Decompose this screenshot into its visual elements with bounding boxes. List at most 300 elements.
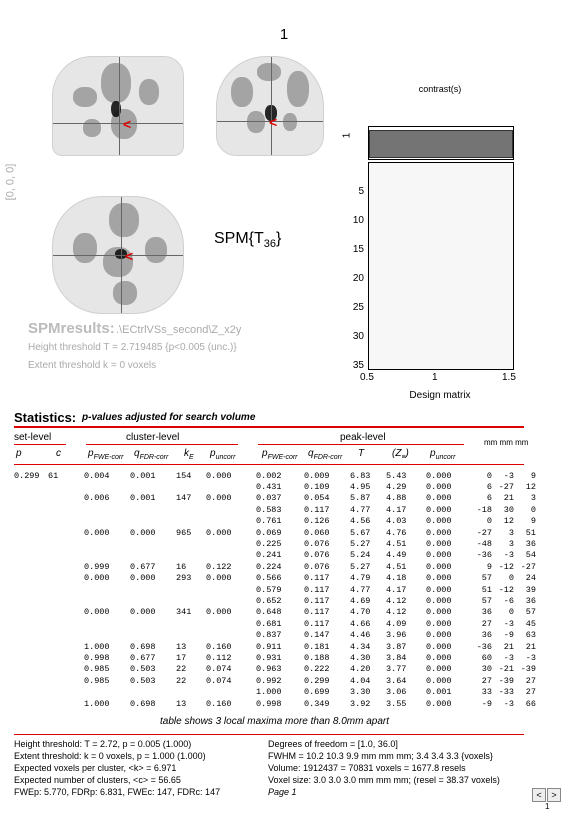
cluster-level-header: cluster-level: [126, 432, 180, 443]
table-cell: 27: [525, 675, 536, 686]
table-cell: [176, 629, 206, 640]
table-cell: [130, 595, 176, 606]
table-cell: 4.95: [350, 482, 371, 493]
table-cell: [206, 504, 256, 515]
table-cell: 293: [176, 573, 192, 584]
footer-right: [268, 738, 500, 798]
table-cell: [176, 584, 206, 595]
table-cell: 5.43: [386, 470, 407, 481]
table-cell: 0.000: [426, 618, 452, 629]
mm-header: mm mm mm: [484, 438, 529, 447]
table-cell: 0.566: [256, 573, 282, 584]
table-cell: 21: [525, 641, 536, 652]
table-cell: [84, 584, 130, 595]
table-cell: 0.000: [206, 527, 232, 538]
statistics-subtitle: p-values adjusted for search volume: [82, 412, 256, 423]
table-cell: -27: [498, 482, 514, 493]
table-cell: -39: [520, 664, 536, 675]
table-row[interactable]: [14, 481, 536, 492]
table-cell: [130, 618, 176, 629]
table-cell: 4.51: [386, 561, 407, 572]
table-cell: 0.652: [256, 595, 282, 606]
table-cell: 0.147: [304, 630, 330, 641]
table-cell: [176, 516, 206, 527]
table-cell: 0.117: [304, 618, 330, 629]
table-cell: 0.931: [256, 652, 282, 663]
table-cell: [48, 629, 84, 640]
table-cell: 4.29: [386, 482, 407, 493]
table-cell: [48, 481, 84, 492]
table-cell: 0.160: [206, 641, 232, 652]
contrast-bar[interactable]: [369, 130, 513, 158]
table-cell: 0.677: [130, 652, 156, 663]
y-tick-label: 15: [352, 244, 364, 255]
col-header: $(Z_\equiv)$: [392, 448, 409, 461]
table-cell: 60: [481, 652, 492, 663]
table-cell: 0.000: [426, 550, 452, 561]
table-cell: 5.27: [350, 561, 371, 572]
table-cell: 17: [176, 652, 187, 663]
table-cell: 0.299: [14, 470, 40, 481]
mip-coordinates: [0, 0, 0]: [4, 163, 17, 201]
table-cell: 0.677: [130, 561, 156, 572]
table-cell: -12: [498, 584, 514, 595]
contrast-title: contrast(s): [418, 84, 462, 94]
table-row[interactable]: [14, 470, 536, 481]
table-cell: 0.583: [256, 504, 282, 515]
table-cell: 4.66: [350, 618, 371, 629]
table-cell: 13: [176, 698, 187, 709]
table-cell: 6: [486, 482, 492, 493]
table-cell: -3: [525, 652, 536, 663]
table-cell: 0.117: [304, 573, 330, 584]
table-row[interactable]: [14, 584, 536, 595]
table-cell: [84, 550, 130, 561]
col-header: T: [358, 448, 365, 459]
table-cell: 0.126: [304, 516, 330, 527]
table-cell: 12: [525, 482, 536, 493]
table-cell: 13: [176, 641, 187, 652]
table-cell: [206, 516, 256, 527]
statistics-title: Statistics:: [14, 410, 77, 425]
set-level-header: set-level: [14, 432, 52, 443]
table-cell: 30: [481, 664, 492, 675]
table-cell: [206, 595, 256, 606]
table-cell: 0.000: [426, 664, 452, 675]
table-cell: 4.76: [386, 527, 407, 538]
table-cell: 3.87: [386, 641, 407, 652]
table-cell: -36: [476, 641, 492, 652]
table-cell: [14, 618, 48, 629]
table-cell: -36: [476, 550, 492, 561]
design-matrix-label: Design matrix: [409, 390, 471, 401]
table-cell: [84, 538, 130, 549]
table-cell: 0: [508, 573, 514, 584]
table-cell: [14, 573, 48, 584]
table-cell: [14, 550, 48, 561]
spmresults-title: SPMresults:: [28, 320, 115, 337]
table-cell: 36: [525, 539, 536, 550]
table-cell: [84, 595, 130, 606]
footer-line: Volume: 1912437 = 70831 voxels = 1677.8 resels: [268, 763, 466, 773]
table-cell: 57: [481, 573, 492, 584]
table-cell: [130, 538, 176, 549]
table-cell: 57: [481, 595, 492, 606]
table-cell: 0.074: [206, 675, 232, 686]
table-cell: 0.117: [304, 584, 330, 595]
table-cell: 0.122: [206, 561, 232, 572]
spmresults-path: .\ECtrlVSs_second\Z_x2y: [116, 324, 242, 336]
x-tick-label: 1: [432, 372, 438, 383]
table-cell: [176, 504, 206, 515]
table-cell: [14, 504, 48, 515]
table-cell: 0.998: [256, 698, 282, 709]
col-header: c: [56, 448, 61, 459]
table-cell: [14, 481, 48, 492]
table-cell: 0.004: [84, 470, 110, 481]
table-cell: [48, 607, 84, 618]
table-cell: [84, 686, 130, 697]
col-header: $p_{uncorr}$: [430, 448, 456, 461]
y-tick-label: 5: [358, 186, 364, 197]
table-cell: 0.076: [304, 550, 330, 561]
footer-line: FWHM = 10.2 10.3 9.9 mm mm mm; 3.4 3.4 3.3 {voxels}: [268, 751, 493, 761]
table-cell: [130, 481, 176, 492]
table-row[interactable]: [14, 641, 536, 652]
table-cell: [48, 675, 84, 686]
table-cell: -3: [503, 652, 514, 663]
table-note: table shows 3 local maxima more than 8.0mm apart: [160, 716, 389, 727]
table-cell: -9: [503, 630, 514, 641]
table-cell: 51: [481, 584, 492, 595]
table-cell: 0.076: [304, 561, 330, 572]
table-cell: 3.64: [386, 675, 407, 686]
table-cell: 61: [48, 470, 59, 481]
table-cell: 63: [525, 630, 536, 641]
table-cell: 0.037: [256, 493, 282, 504]
table-cell: 4.09: [386, 618, 407, 629]
table-row[interactable]: [14, 550, 536, 561]
table-cell: [14, 698, 48, 709]
y-tick-label: 25: [352, 302, 364, 313]
table-cell: 22: [176, 675, 187, 686]
table-cell: 0.000: [84, 527, 110, 538]
table-cell: [206, 481, 256, 492]
footer-left: [14, 738, 220, 798]
table-cell: -48: [476, 539, 492, 550]
table-cell: 0.225: [256, 539, 282, 550]
table-cell: 0.000: [206, 493, 232, 504]
table-cell: 0.681: [256, 618, 282, 629]
table-row[interactable]: [14, 504, 536, 515]
table-cell: 0.999: [84, 561, 110, 572]
table-cell: 4.70: [350, 607, 371, 618]
table-cell: -3: [503, 470, 514, 481]
divider: [14, 464, 524, 465]
table-cell: [14, 652, 48, 663]
table-cell: -3: [503, 550, 514, 561]
table-row[interactable]: [14, 527, 536, 538]
table-cell: 0.074: [206, 664, 232, 675]
table-cell: [48, 504, 84, 515]
table-cell: 3.06: [386, 687, 407, 698]
design-matrix[interactable]: [368, 162, 514, 370]
table-row[interactable]: [14, 595, 536, 606]
table-cell: 0: [486, 470, 492, 481]
table-cell: 0.579: [256, 584, 282, 595]
extent-threshold: Extent threshold k = 0 voxels: [28, 360, 157, 371]
table-cell: -33: [498, 687, 514, 698]
table-cell: [14, 675, 48, 686]
table-cell: -3: [503, 618, 514, 629]
table-cell: [206, 550, 256, 561]
table-cell: 3.84: [386, 652, 407, 663]
table-cell: 0.006: [84, 493, 110, 504]
table-cell: 36: [525, 595, 536, 606]
footer-line: Expected voxels per cluster, <k> = 6.971: [14, 763, 177, 773]
table-cell: 4.88: [386, 493, 407, 504]
table-cell: 0.698: [130, 698, 156, 709]
cursor-marker: <: [125, 248, 134, 264]
table-cell: 3.96: [386, 630, 407, 641]
table-cell: [84, 618, 130, 629]
table-cell: 0.000: [426, 675, 452, 686]
table-row[interactable]: [14, 664, 536, 675]
table-cell: 4.20: [350, 664, 371, 675]
table-cell: 4.69: [350, 595, 371, 606]
table-cell: [176, 595, 206, 606]
table-cell: 0.299: [304, 675, 330, 686]
table-cell: 0.963: [256, 664, 282, 675]
table-cell: [48, 584, 84, 595]
table-cell: 0.503: [130, 664, 156, 675]
table-cell: 1.000: [256, 687, 282, 698]
table-cell: 0.000: [426, 698, 452, 709]
table-cell: [48, 493, 84, 504]
table-cell: [206, 629, 256, 640]
table-cell: 0.698: [130, 641, 156, 652]
table-cell: 3: [508, 527, 514, 538]
table-cell: [14, 538, 48, 549]
table-cell: 0.224: [256, 561, 282, 572]
table-cell: 0.985: [84, 675, 110, 686]
table-cell: 0.431: [256, 482, 282, 493]
table-cell: 0.000: [426, 573, 452, 584]
table-row[interactable]: [14, 618, 536, 629]
table-cell: 5.24: [350, 550, 371, 561]
table-cell: 9: [486, 561, 492, 572]
table-cell: [206, 584, 256, 595]
table-row[interactable]: [14, 652, 536, 663]
table-cell: 0.992: [256, 675, 282, 686]
table-cell: 6: [486, 493, 492, 504]
table-cell: 0.648: [256, 607, 282, 618]
table-cell: 36: [481, 630, 492, 641]
table-row[interactable]: [14, 561, 536, 572]
next-page-button[interactable]: >: [547, 788, 561, 802]
col-header: $q_{FDR-corr}$: [134, 448, 169, 461]
table-cell: 0.001: [130, 493, 156, 504]
table-cell: [206, 538, 256, 549]
results-table: [14, 470, 536, 709]
table-cell: 3: [508, 539, 514, 550]
table-cell: 0.160: [206, 698, 232, 709]
table-cell: 154: [176, 470, 192, 481]
table-cell: 4.77: [350, 504, 371, 515]
table-cell: [14, 595, 48, 606]
table-cell: 1.000: [84, 641, 110, 652]
table-cell: 57: [525, 607, 536, 618]
prev-page-button[interactable]: <: [532, 788, 546, 802]
table-row[interactable]: [14, 493, 536, 504]
table-row[interactable]: [14, 629, 536, 640]
table-cell: 0.000: [426, 470, 452, 481]
table-cell: 0.069: [256, 527, 282, 538]
col-header: $p_{FWE-corr}$: [262, 448, 298, 461]
page-number: 1: [545, 802, 550, 811]
table-cell: 0.911: [256, 641, 282, 652]
footer-line: Degrees of freedom = [1.0, 36.0]: [268, 739, 398, 749]
table-cell: [130, 629, 176, 640]
table-cell: 0.109: [304, 482, 330, 493]
table-cell: 0.000: [426, 482, 452, 493]
y-tick-label: 10: [352, 215, 364, 226]
footer-line: Extent threshold: k = 0 voxels, p = 1.000 (1.000): [14, 751, 206, 761]
table-cell: 0.000: [426, 539, 452, 550]
table-cell: [14, 629, 48, 640]
table-cell: [14, 493, 48, 504]
table-cell: 39: [525, 584, 536, 595]
table-cell: 0.000: [206, 470, 232, 481]
divider: [14, 426, 524, 428]
table-cell: 0.000: [426, 630, 452, 641]
table-cell: 4.17: [386, 504, 407, 515]
table-cell: 0.000: [426, 652, 452, 663]
table-cell: [14, 607, 48, 618]
table-row[interactable]: [14, 698, 536, 709]
table-cell: 0.000: [84, 607, 110, 618]
col-header: $q_{FDR-corr}$: [308, 448, 343, 461]
y-tick-label: 20: [352, 273, 364, 284]
table-cell: 21: [503, 493, 514, 504]
table-cell: 30: [503, 504, 514, 515]
table-cell: [48, 595, 84, 606]
table-cell: 36: [481, 607, 492, 618]
table-cell: 0: [486, 516, 492, 527]
table-cell: 0.000: [206, 573, 232, 584]
mip-sagittal[interactable]: [52, 56, 184, 156]
table-cell: 24: [525, 573, 536, 584]
table-cell: [14, 584, 48, 595]
table-cell: 4.34: [350, 641, 371, 652]
table-cell: [48, 573, 84, 584]
table-cell: 0.998: [84, 652, 110, 663]
table-cell: 4.04: [350, 675, 371, 686]
mip-axial[interactable]: [52, 196, 184, 314]
table-cell: [14, 641, 48, 652]
table-cell: [130, 584, 176, 595]
table-row[interactable]: [14, 516, 536, 527]
table-cell: 4.18: [386, 573, 407, 584]
table-cell: 3.77: [386, 664, 407, 675]
table-cell: 9: [530, 516, 536, 527]
table-cell: [48, 538, 84, 549]
table-cell: 0.000: [426, 607, 452, 618]
table-cell: [14, 664, 48, 675]
mip-coronal[interactable]: [216, 56, 324, 156]
footer-line: Height threshold: T = 2.72, p = 0.005 (1.000): [14, 739, 192, 749]
y-tick-label: 35: [352, 360, 364, 371]
peak-level-header: peak-level: [340, 432, 386, 443]
col-header: $p_{uncorr}$: [210, 448, 236, 461]
table-cell: 0.699: [304, 687, 330, 698]
table-cell: [48, 698, 84, 709]
table-cell: 147: [176, 493, 192, 504]
table-row[interactable]: [14, 686, 536, 697]
table-cell: 0.054: [304, 493, 330, 504]
table-cell: [84, 504, 130, 515]
footer-line: Expected number of clusters, <c> = 56.65: [14, 775, 181, 785]
table-row[interactable]: [14, 538, 536, 549]
table-cell: 33: [481, 687, 492, 698]
table-cell: [84, 516, 130, 527]
table-cell: 9: [530, 470, 536, 481]
table-cell: -27: [520, 561, 536, 572]
table-cell: 0.000: [84, 573, 110, 584]
table-cell: 0.000: [426, 527, 452, 538]
table-row[interactable]: [14, 607, 536, 618]
table-cell: 0.000: [130, 607, 156, 618]
table-cell: [84, 629, 130, 640]
table-cell: 0.002: [256, 470, 282, 481]
divider: [14, 734, 524, 735]
table-cell: 0.000: [426, 561, 452, 572]
table-cell: -9: [481, 698, 492, 709]
table-cell: 0.112: [206, 652, 232, 663]
table-cell: 4.77: [350, 584, 371, 595]
figure-number: 1: [279, 26, 289, 43]
table-cell: 0.000: [426, 516, 452, 527]
table-cell: 0.000: [426, 504, 452, 515]
table-cell: -21: [498, 664, 514, 675]
table-cell: 4.49: [386, 550, 407, 561]
table-cell: [48, 516, 84, 527]
cursor-marker: <: [123, 116, 132, 132]
table-cell: 4.12: [386, 595, 407, 606]
table-cell: 0.117: [304, 504, 330, 515]
table-cell: [176, 538, 206, 549]
table-cell: [48, 550, 84, 561]
table-cell: [14, 686, 48, 697]
table-cell: 0: [508, 607, 514, 618]
table-cell: [48, 641, 84, 652]
table-cell: 3.55: [386, 698, 407, 709]
footer-line: FWEp: 5.770, FDRp: 6.831, FWEc: 147, FDRc: 147: [14, 787, 221, 797]
table-cell: 4.79: [350, 573, 371, 584]
table-cell: -12: [498, 561, 514, 572]
table-cell: 0.060: [304, 527, 330, 538]
col-header: $k_E$: [184, 448, 194, 461]
table-row[interactable]: [14, 573, 536, 584]
table-cell: 0.000: [426, 493, 452, 504]
table-cell: [48, 527, 84, 538]
table-cell: -39: [498, 675, 514, 686]
table-cell: 0.000: [426, 641, 452, 652]
spm-statistic-label: $SPM\{T_{36}\}$: [214, 230, 282, 251]
table-cell: [206, 618, 256, 629]
table-row[interactable]: [14, 675, 536, 686]
x-tick-label: 0.5: [360, 372, 374, 383]
